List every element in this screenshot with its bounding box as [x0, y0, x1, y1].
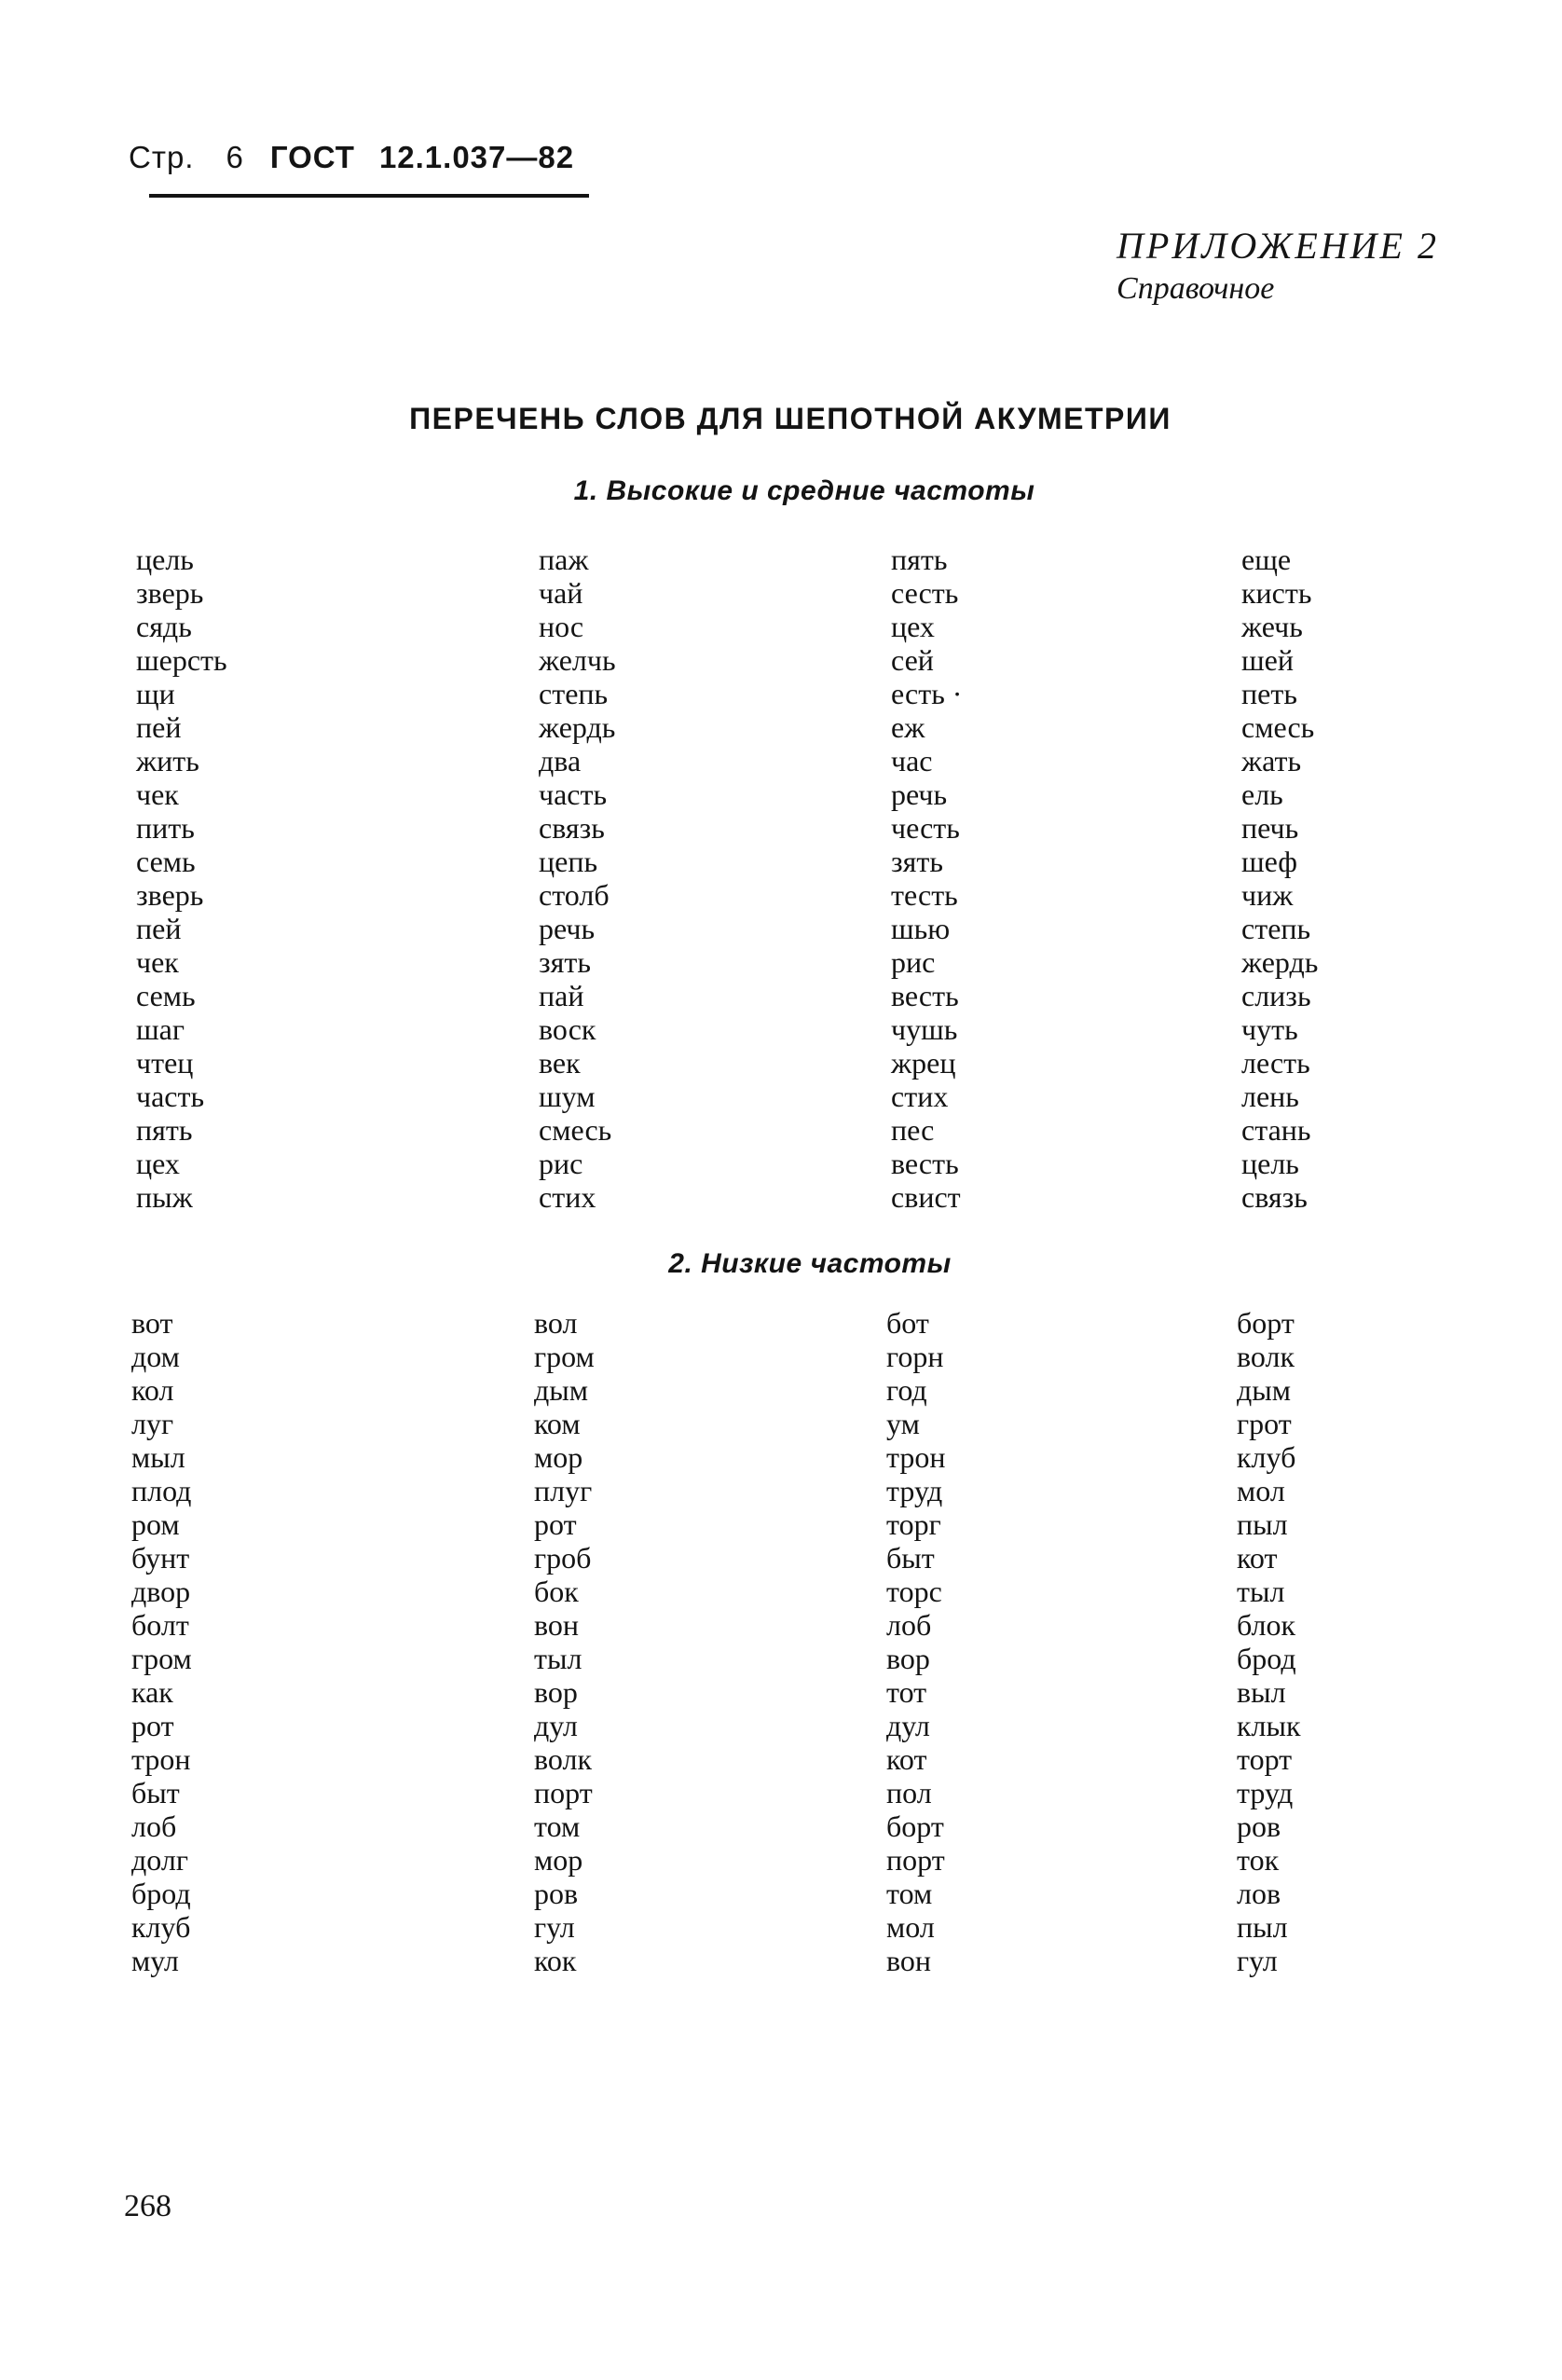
word-item: долг: [131, 1843, 188, 1877]
word-item: шум: [539, 1080, 596, 1113]
word-item: свист: [891, 1180, 961, 1214]
word-item: стих: [891, 1080, 949, 1113]
word-item: воск: [539, 1012, 596, 1046]
word-item: дул: [534, 1709, 578, 1742]
page-number-header: 6: [226, 140, 244, 174]
word-item: пай: [539, 979, 584, 1012]
standard-label: ГОСТ: [269, 140, 355, 174]
word-item: труд: [886, 1474, 943, 1507]
word-item: гул: [534, 1910, 575, 1944]
word-item: борт: [886, 1809, 944, 1843]
word-item: семь: [136, 845, 196, 878]
word-item: гроб: [534, 1541, 592, 1575]
word-item: пыл: [1237, 1507, 1288, 1541]
word-item: жить: [136, 744, 199, 777]
word-item: чай: [539, 576, 583, 610]
appendix-label: [1117, 224, 1439, 307]
word-item: часть: [136, 1080, 205, 1113]
word-item: пять: [891, 543, 948, 576]
word-item: связь: [1241, 1180, 1308, 1214]
word-item: семь: [136, 979, 196, 1012]
word-item: честь: [891, 811, 960, 845]
word-item: чушь: [891, 1012, 958, 1046]
page-number-footer: 268: [124, 2189, 171, 2223]
word-item: тыл: [1237, 1575, 1285, 1608]
word-item: есть ·: [891, 677, 963, 710]
word-item: тесть: [891, 878, 958, 912]
word-item: клык: [1237, 1709, 1301, 1742]
word-item: выл: [1237, 1675, 1286, 1709]
word-column-4: [1241, 543, 1484, 1214]
word-column-1: [136, 543, 539, 1214]
word-item: кот: [886, 1742, 927, 1776]
word-item: нос: [539, 610, 584, 643]
word-item: рис: [891, 945, 936, 979]
word-item: мор: [534, 1843, 583, 1877]
word-item: мор: [534, 1440, 583, 1474]
word-item: ум: [886, 1407, 920, 1440]
word-item: сей: [891, 643, 934, 677]
word-item: цель: [1241, 1147, 1299, 1180]
word-item: рот: [131, 1709, 174, 1742]
word-item: шью: [891, 912, 951, 945]
appendix-subtitle: Справочное: [1117, 271, 1275, 306]
word-item: зверь: [136, 878, 204, 912]
word-item: весть: [891, 1147, 959, 1180]
word-item: пыж: [136, 1180, 193, 1214]
word-item: цех: [891, 610, 935, 643]
word-item: связь: [539, 811, 605, 845]
word-item: час: [891, 744, 933, 777]
word-item: сядь: [136, 610, 192, 643]
section-heading-text: 2. Низкие частоты: [668, 1248, 952, 1279]
word-item: пей: [136, 912, 182, 945]
word-item: мол: [1237, 1474, 1285, 1507]
word-column-3: [891, 543, 1241, 1214]
word-item: кол: [131, 1373, 174, 1407]
word-item: труд: [1237, 1776, 1294, 1809]
word-item: речь: [539, 912, 596, 945]
word-item: вол: [534, 1306, 578, 1340]
word-item: как: [131, 1675, 173, 1709]
word-item: брод: [131, 1877, 191, 1910]
word-item: год: [886, 1373, 927, 1407]
word-item: пол: [886, 1776, 932, 1809]
word-item: ров: [1237, 1809, 1281, 1843]
word-item: жрец: [891, 1046, 956, 1080]
word-item: шаг: [136, 1012, 185, 1046]
word-item: трон: [131, 1742, 191, 1776]
word-item: желчь: [539, 643, 616, 677]
word-item: смесь: [539, 1113, 612, 1147]
word-item: бот: [886, 1306, 929, 1340]
word-item: чек: [136, 777, 179, 811]
running-header: [129, 140, 587, 175]
word-item: гром: [131, 1642, 192, 1675]
word-item: дым: [1237, 1373, 1292, 1407]
word-item: жердь: [539, 710, 616, 744]
word-item: весть: [891, 979, 959, 1012]
word-item: торс: [886, 1575, 942, 1608]
word-item: плод: [131, 1474, 192, 1507]
word-item: вот: [131, 1306, 173, 1340]
word-item: вон: [534, 1608, 580, 1642]
word-item: трон: [886, 1440, 946, 1474]
word-item: луг: [131, 1407, 174, 1440]
word-item: ток: [1237, 1843, 1280, 1877]
word-item: ров: [534, 1877, 579, 1910]
word-item: рис: [539, 1147, 583, 1180]
word-item: ель: [1241, 777, 1283, 811]
word-item: цель: [136, 543, 194, 576]
word-item: мол: [886, 1910, 935, 1944]
word-item: зять: [891, 845, 943, 878]
word-item: горн: [886, 1340, 944, 1373]
word-item: кок: [534, 1944, 577, 1977]
appendix-title: ПРИЛОЖЕНИЕ 2: [1117, 225, 1439, 267]
word-item: болт: [131, 1608, 189, 1642]
word-item: лень: [1241, 1080, 1299, 1113]
word-item: дом: [131, 1340, 180, 1373]
word-item: цех: [136, 1147, 180, 1180]
word-item: двор: [131, 1575, 191, 1608]
word-item: лоб: [886, 1608, 932, 1642]
word-item: лоб: [131, 1809, 177, 1843]
word-item: лов: [1237, 1877, 1281, 1910]
word-item: пес: [891, 1113, 935, 1147]
section-heading-high-frequencies: [0, 475, 1562, 507]
word-item: ром: [131, 1507, 180, 1541]
word-item: печь: [1241, 811, 1299, 845]
word-item: жечь: [1241, 610, 1303, 643]
section-heading-text: 1. Высокие и средние частоты: [573, 475, 1035, 506]
word-item: сесть: [891, 576, 959, 610]
word-item: пей: [136, 710, 182, 744]
word-column-2: [534, 1306, 886, 1977]
word-item: чтец: [136, 1046, 194, 1080]
word-item: рот: [534, 1507, 577, 1541]
word-item: тот: [886, 1675, 927, 1709]
document-title: ПЕРЕЧЕНЬ СЛОВ ДЛЯ ШЕПОТНОЙ АКУМЕТРИИ: [409, 402, 1172, 435]
word-item: чек: [136, 945, 179, 979]
word-item: вон: [886, 1944, 932, 1977]
word-item: ком: [534, 1407, 581, 1440]
word-item: еще: [1241, 543, 1292, 576]
page-label: Стр.: [129, 140, 195, 174]
word-item: дул: [886, 1709, 930, 1742]
word-item: гром: [534, 1340, 595, 1373]
word-item: кот: [1237, 1541, 1278, 1575]
word-item: зять: [539, 945, 591, 979]
word-item: борт: [1237, 1306, 1295, 1340]
word-item: жердь: [1241, 945, 1319, 979]
word-item: лесть: [1241, 1046, 1310, 1080]
word-item: паж: [539, 543, 589, 576]
word-item: шеф: [1241, 845, 1297, 878]
word-item: чуть: [1241, 1012, 1298, 1046]
word-item: торт: [1237, 1742, 1293, 1776]
word-item: вор: [534, 1675, 578, 1709]
word-item: петь: [1241, 677, 1297, 710]
word-item: слизь: [1241, 979, 1311, 1012]
word-item: бунт: [131, 1541, 190, 1575]
word-item: степь: [539, 677, 609, 710]
word-item: речь: [891, 777, 948, 811]
word-item: мыл: [131, 1440, 185, 1474]
word-item: брод: [1237, 1642, 1296, 1675]
word-item: век: [539, 1046, 581, 1080]
word-item: пить: [136, 811, 195, 845]
word-item: блок: [1237, 1608, 1295, 1642]
word-item: шерсть: [136, 643, 227, 677]
word-item: клуб: [1237, 1440, 1296, 1474]
word-item: плуг: [534, 1474, 593, 1507]
word-item: пыл: [1237, 1910, 1288, 1944]
section-heading-low-frequencies: [0, 1248, 1562, 1280]
word-item: два: [539, 744, 582, 777]
word-item: дым: [534, 1373, 589, 1407]
word-item: гул: [1237, 1944, 1278, 1977]
word-item: зверь: [136, 576, 204, 610]
word-item: стань: [1241, 1113, 1311, 1147]
word-item: кисть: [1241, 576, 1312, 610]
word-item: волк: [1237, 1340, 1295, 1373]
word-item: порт: [886, 1843, 945, 1877]
word-item: степь: [1241, 912, 1311, 945]
standard-number: 12.1.037—82: [378, 140, 575, 174]
word-item: том: [534, 1809, 581, 1843]
word-column-2: [539, 543, 891, 1214]
word-item: шей: [1241, 643, 1294, 677]
word-item: жать: [1241, 744, 1302, 777]
word-column-4: [1237, 1306, 1479, 1977]
word-item: щи: [136, 677, 175, 710]
header-rule: [149, 194, 589, 198]
word-item: тыл: [534, 1642, 582, 1675]
word-column-3: [886, 1306, 1237, 1977]
word-item: бок: [534, 1575, 579, 1608]
word-item: том: [886, 1877, 933, 1910]
word-item: вор: [886, 1642, 930, 1675]
word-item: часть: [539, 777, 608, 811]
word-item: пять: [136, 1113, 193, 1147]
word-item: быт: [131, 1776, 180, 1809]
word-item: стих: [539, 1180, 596, 1214]
word-item: быт: [886, 1541, 935, 1575]
word-item: клуб: [131, 1910, 191, 1944]
word-item: чиж: [1241, 878, 1294, 912]
word-item: волк: [534, 1742, 592, 1776]
word-item: торг: [886, 1507, 941, 1541]
word-item: смесь: [1241, 710, 1315, 744]
word-table-low-frequencies: [131, 1306, 1479, 1977]
word-table-high-frequencies: [136, 543, 1484, 1214]
word-column-1: [131, 1306, 534, 1977]
word-item: цепь: [539, 845, 598, 878]
word-item: столб: [539, 878, 610, 912]
word-item: еж: [891, 710, 925, 744]
word-item: грот: [1237, 1407, 1292, 1440]
word-item: мул: [131, 1944, 179, 1977]
word-item: порт: [534, 1776, 593, 1809]
